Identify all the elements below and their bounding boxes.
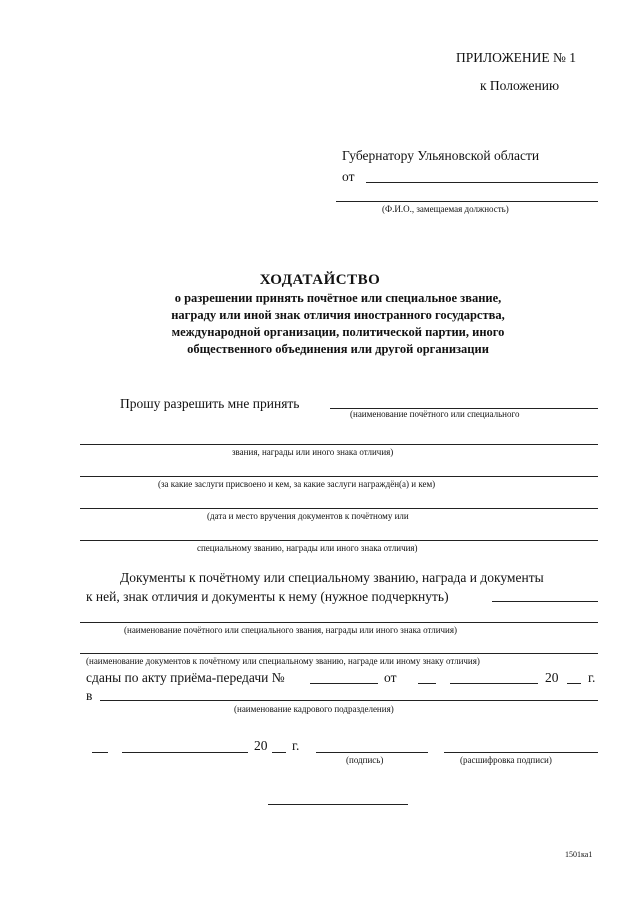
appendix-label: ПРИЛОЖЕНИЕ № 1 xyxy=(456,50,577,65)
sign-year-label: 20 xyxy=(254,738,268,753)
regulation-label: к Положению xyxy=(480,78,560,93)
documents-caption-1: (наименование почётного или специального звания, награды или иного знака отличия) xyxy=(124,625,457,635)
signature-caption: (подпись) xyxy=(346,755,384,765)
from-input-line-2[interactable] xyxy=(336,201,598,202)
from-label: от xyxy=(342,169,355,184)
act-number-input[interactable] xyxy=(310,683,378,684)
request-input-line-4[interactable] xyxy=(80,508,598,509)
act-year-label: 20 xyxy=(545,670,559,685)
act-day-input[interactable] xyxy=(418,683,436,684)
act-month-input[interactable] xyxy=(450,683,538,684)
documents-input-line-3[interactable] xyxy=(80,653,598,654)
documents-caption-2: (наименование документов к почётному или специальному званию, награде или иному знаку отличия) xyxy=(86,656,480,666)
request-caption-2: звания, награды или иного знака отличия) xyxy=(232,447,394,457)
act-year-input[interactable] xyxy=(567,683,581,684)
handed-label: сданы по акту приёма-передачи № xyxy=(86,670,285,685)
act-from-label: от xyxy=(384,670,397,685)
documents-line-2: к ней, знак отличия и документы к нему (нужное подчеркнуть) xyxy=(86,589,449,604)
documents-input-line-2[interactable] xyxy=(80,622,598,623)
sign-month-input[interactable] xyxy=(122,752,248,753)
sign-g-label: г. xyxy=(292,738,300,753)
title-line-3: международной организации, политической партии, иного xyxy=(171,325,505,339)
act-g-label: г. xyxy=(588,670,596,685)
department-caption: (наименование кадрового подразделения) xyxy=(234,704,394,714)
request-caption-3: (за какие заслуги присвоено и кем, за какие заслуги награждён(а) и кем) xyxy=(158,479,436,489)
recipient: Губернатору Ульяновской области xyxy=(342,148,540,163)
request-input-line-2[interactable] xyxy=(80,444,598,445)
fio-caption: (Ф.И.О., замещаемая должность) xyxy=(382,204,509,214)
request-caption-5: специальному званию, награды или иного знака отличия) xyxy=(197,543,418,553)
in-label: в xyxy=(86,688,93,703)
sign-year-input[interactable] xyxy=(272,752,286,753)
documents-line-1: Документы к почётному или специальному званию, награда и документы xyxy=(120,570,544,585)
request-caption-4: (дата и место вручения документов к почётному или xyxy=(207,511,409,521)
sign-day-input[interactable] xyxy=(92,752,108,753)
signature-decode-input[interactable] xyxy=(444,752,598,753)
documents-input-line-1[interactable] xyxy=(492,601,598,602)
bottom-separator-line xyxy=(268,804,408,805)
footer-code: 1501ка1 xyxy=(565,850,593,859)
signature-decode-caption: (расшифровка подписи) xyxy=(460,755,552,765)
document-title: ХОДАТАЙСТВО xyxy=(259,272,381,288)
title-line-2: награду или иной знак отличия иностранного государства, xyxy=(171,308,505,322)
request-input-line-5[interactable] xyxy=(80,540,598,541)
request-caption-1: (наименование почётного или специального xyxy=(350,409,520,419)
request-text: Прошу разрешить мне принять xyxy=(120,396,300,411)
department-input-line[interactable] xyxy=(100,700,598,701)
signature-input[interactable] xyxy=(316,752,428,753)
title-line-1: о разрешении принять почётное или специальное звание, xyxy=(174,291,502,305)
request-input-line-3[interactable] xyxy=(80,476,598,477)
from-input-line[interactable] xyxy=(366,182,598,183)
title-line-4: общественного объединения или другой организации xyxy=(187,342,489,356)
